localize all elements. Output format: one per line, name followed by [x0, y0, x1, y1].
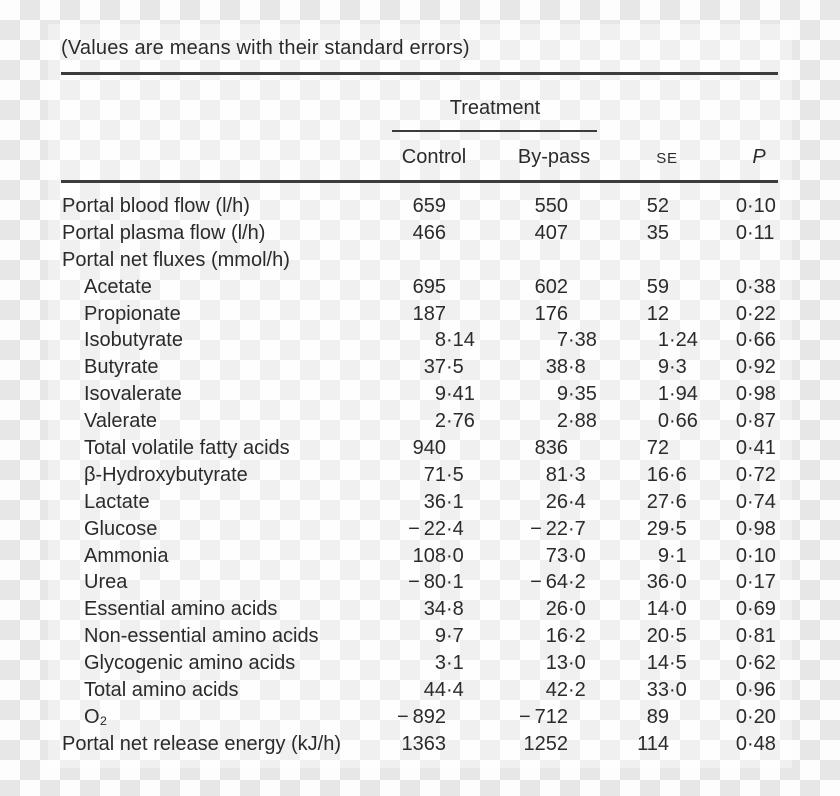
decimal-part: ·0 [446, 544, 464, 567]
value-cell [677, 327, 781, 354]
decimal-part: ·2 [568, 571, 586, 594]
decimal-part [446, 704, 480, 731]
decimal-part: ·1 [446, 652, 464, 675]
row-label: Isovalerate [84, 383, 182, 406]
decimal-part: ·81 [747, 625, 776, 648]
table-row [61, 516, 778, 543]
integer-part: 1 [657, 329, 669, 352]
value-cell [376, 354, 480, 381]
value-cell [677, 301, 781, 328]
integer-part: 16 [646, 463, 669, 486]
integer-part: − 712 [518, 705, 568, 728]
table-row [61, 381, 778, 408]
decimal-part: ·1 [669, 544, 687, 567]
table-row [61, 731, 778, 758]
integer-part: 36 [423, 490, 446, 513]
integer-part: − 80 [408, 571, 446, 594]
integer-part: 8 [434, 329, 446, 352]
table-row [61, 543, 778, 570]
decimal-part: ·7 [446, 625, 464, 648]
table-row [61, 301, 778, 328]
decimal-part: ·38 [568, 329, 597, 352]
integer-part: 0 [735, 625, 747, 648]
value-cell [376, 543, 480, 570]
integer-part: 9 [434, 625, 446, 648]
column-header-control: Control [401, 146, 467, 168]
treatment-group-underline [392, 130, 597, 132]
value-cell [376, 650, 480, 677]
integer-part: 0 [735, 356, 747, 379]
integer-part: 59 [646, 275, 669, 298]
integer-part: 72 [646, 437, 669, 460]
table-row [61, 435, 778, 462]
decimal-part: ·62 [747, 652, 776, 675]
integer-part: 114 [637, 732, 669, 755]
decimal-part [446, 274, 480, 301]
decimal-part: ·10 [747, 544, 776, 567]
integer-part: 466 [412, 221, 446, 244]
value-cell [677, 408, 781, 435]
decimal-part: ·0 [669, 598, 687, 621]
decimal-part [446, 435, 480, 462]
row-label: Total volatile fatty acids [84, 437, 290, 460]
value-cell [677, 516, 781, 543]
decimal-part: ·96 [747, 679, 776, 702]
decimal-part: ·0 [568, 544, 586, 567]
top-rule [61, 72, 778, 75]
decimal-part: ·98 [747, 517, 776, 540]
value-cell [498, 623, 602, 650]
value-cell [677, 489, 781, 516]
decimal-part: ·41 [747, 437, 776, 460]
row-label: Ammonia [84, 544, 169, 567]
table-row [61, 704, 778, 731]
value-cell [677, 381, 781, 408]
integer-part: 0 [657, 410, 669, 433]
decimal-part: ·5 [669, 517, 687, 540]
decimal-part [446, 731, 480, 758]
integer-part: 0 [735, 732, 747, 755]
value-cell [677, 543, 781, 570]
integer-part: 0 [735, 383, 747, 406]
integer-part: 0 [735, 275, 747, 298]
integer-part: 550 [534, 195, 568, 217]
decimal-part: ·20 [747, 705, 776, 728]
value-cell [498, 731, 602, 758]
integer-part: 0 [735, 679, 747, 702]
table-body [61, 193, 778, 758]
column-header-bypass: By-pass [517, 146, 591, 168]
decimal-part: ·22 [747, 302, 776, 325]
value-cell [498, 327, 602, 354]
decimal-part: ·7 [568, 517, 586, 540]
value-cell [376, 704, 480, 731]
integer-part: 0 [735, 705, 747, 728]
table-row [61, 596, 778, 623]
value-cell [376, 462, 480, 489]
integer-part: 0 [735, 463, 747, 486]
decimal-part: ·41 [446, 383, 475, 406]
value-cell [677, 354, 781, 381]
integer-part: 36 [646, 571, 669, 594]
integer-part: 0 [735, 329, 747, 352]
decimal-part: ·0 [669, 571, 687, 594]
value-cell [376, 489, 480, 516]
decimal-part: ·14 [446, 329, 475, 352]
decimal-part [446, 193, 480, 220]
value-cell [498, 301, 602, 328]
decimal-part: ·72 [747, 463, 776, 486]
value-cell [677, 596, 781, 623]
integer-part: 7 [556, 329, 568, 352]
value-cell [498, 462, 602, 489]
value-cell [376, 569, 480, 596]
decimal-part: ·4 [446, 517, 464, 540]
integer-part: 20 [646, 625, 669, 648]
integer-part: 0 [735, 517, 747, 540]
integer-part: 35 [646, 221, 669, 244]
decimal-part: ·2 [568, 625, 586, 648]
decimal-part: ·35 [568, 383, 597, 406]
integer-part: 0 [735, 410, 747, 433]
integer-part: 0 [735, 302, 747, 325]
value-cell [498, 220, 602, 247]
decimal-part [446, 220, 480, 247]
decimal-part: ·0 [568, 652, 586, 675]
decimal-part: ·24 [669, 329, 698, 352]
integer-part: − 892 [396, 705, 446, 728]
integer-part: 12 [646, 302, 669, 325]
value-cell [376, 596, 480, 623]
value-cell [376, 193, 480, 220]
integer-part: 0 [735, 598, 747, 621]
integer-part: 14 [646, 652, 669, 675]
value-cell [376, 301, 480, 328]
table-caption: (Values are means with their standard errors) [61, 37, 470, 59]
row-label: Acetate [84, 275, 152, 298]
decimal-part: ·1 [446, 571, 464, 594]
decimal-part [568, 193, 602, 220]
row-label: Portal net release energy (kJ/h) [62, 732, 342, 755]
integer-part: 602 [534, 275, 568, 298]
integer-part: 0 [735, 571, 747, 594]
column-header-p: P [752, 146, 766, 168]
table-row [61, 193, 778, 220]
decimal-part: ·6 [669, 490, 687, 513]
decimal-part [446, 301, 480, 328]
decimal-part: ·8 [568, 356, 586, 379]
row-label: Urea [84, 571, 128, 594]
integer-part: 659 [412, 195, 446, 217]
decimal-part: ·11 [747, 221, 775, 244]
integer-part: 9 [434, 383, 446, 406]
table-row [61, 650, 778, 677]
integer-part: 695 [412, 275, 446, 298]
decimal-part: ·88 [568, 410, 597, 433]
decimal-part: ·3 [669, 356, 687, 379]
row-label: Glucose [84, 517, 158, 540]
integer-part: 2 [434, 410, 446, 433]
row-label: Lactate [84, 490, 150, 513]
value-cell [376, 274, 480, 301]
decimal-part: ·98 [747, 383, 776, 406]
row-label: Valerate [84, 410, 158, 433]
decimal-part: ·10 [747, 195, 776, 217]
value-cell [677, 193, 781, 220]
decimal-part: ·5 [446, 356, 464, 379]
value-cell [498, 354, 602, 381]
row-label: Total amino acids [84, 679, 239, 702]
row-label: β-Hydroxybutyrate [84, 463, 248, 486]
integer-part: 73 [545, 544, 568, 567]
value-cell [498, 516, 602, 543]
table-row [61, 408, 778, 435]
decimal-part: ·2 [568, 679, 586, 702]
integer-part: − 22 [530, 517, 568, 540]
integer-part: 26 [545, 598, 568, 621]
table-row [61, 462, 778, 489]
integer-part: 9 [657, 356, 669, 379]
integer-part: 1 [657, 383, 669, 406]
integer-part: 29 [646, 517, 669, 540]
table-row [61, 569, 778, 596]
decimal-part [568, 704, 602, 731]
decimal-part: ·87 [747, 410, 776, 433]
value-cell [498, 408, 602, 435]
value-cell [498, 677, 602, 704]
decimal-part: ·5 [669, 652, 687, 675]
row-label: Isobutyrate [84, 329, 183, 352]
integer-part: 14 [646, 598, 669, 621]
integer-part: 16 [545, 625, 568, 648]
value-cell [677, 462, 781, 489]
decimal-part: ·8 [446, 598, 464, 621]
decimal-part [568, 220, 602, 247]
value-cell [677, 274, 781, 301]
integer-part: 34 [423, 598, 446, 621]
integer-part: 187 [412, 302, 446, 325]
integer-part: 1252 [523, 732, 568, 755]
table-row [61, 274, 778, 301]
row-label: Portal plasma flow (l/h) [62, 221, 266, 244]
integer-part: 9 [556, 383, 568, 406]
integer-part: 33 [646, 679, 669, 702]
integer-part: 9 [657, 544, 669, 567]
value-cell [498, 435, 602, 462]
integer-part: 108 [412, 544, 446, 567]
decimal-part: ·66 [747, 329, 776, 352]
value-cell [677, 650, 781, 677]
integer-part: 89 [646, 705, 669, 728]
integer-part: 13 [545, 652, 568, 675]
integer-part: 0 [735, 221, 747, 244]
value-cell [677, 704, 781, 731]
integer-part: 0 [735, 652, 747, 675]
table-row [61, 623, 778, 650]
row-label: Glycogenic amino acids [84, 652, 296, 675]
decimal-part: ·1 [446, 490, 464, 513]
table-row [61, 327, 778, 354]
integer-part: 0 [735, 490, 747, 513]
value-cell [498, 596, 602, 623]
integer-part: 407 [534, 221, 568, 244]
value-cell [498, 543, 602, 570]
value-cell [677, 677, 781, 704]
row-label: Portal blood flow (l/h) [62, 195, 250, 217]
value-cell [498, 650, 602, 677]
value-cell [376, 677, 480, 704]
section-header-row [61, 247, 778, 274]
value-cell [498, 489, 602, 516]
integer-part: 27 [646, 490, 669, 513]
decimal-part: ·5 [669, 625, 687, 648]
integer-part: 37 [423, 356, 446, 379]
decimal-part: ·38 [747, 275, 776, 298]
decimal-part [568, 301, 602, 328]
decimal-part: ·66 [669, 410, 698, 433]
integer-part: 0 [735, 195, 747, 217]
value-cell [677, 731, 781, 758]
value-cell [498, 274, 602, 301]
integer-part: 26 [545, 490, 568, 513]
decimal-part: ·3 [568, 463, 586, 486]
integer-part: 836 [534, 437, 568, 460]
decimal-part [568, 274, 602, 301]
decimal-part: ·48 [747, 732, 776, 755]
table-row [61, 489, 778, 516]
decimal-part: ·4 [568, 490, 586, 513]
integer-part: 0 [735, 437, 747, 460]
value-cell [498, 704, 602, 731]
decimal-part: ·6 [669, 463, 687, 486]
decimal-part [568, 435, 602, 462]
value-cell [376, 623, 480, 650]
integer-part: − 22 [408, 517, 446, 540]
table-row [61, 354, 778, 381]
table-row [61, 220, 778, 247]
integer-part: 0 [735, 544, 747, 567]
value-cell [677, 623, 781, 650]
row-label: Essential amino acids [84, 598, 278, 621]
decimal-part: ·4 [446, 679, 464, 702]
decimal-part: ·94 [669, 383, 698, 406]
row-label: Portal net fluxes (mmol/h) [62, 248, 290, 271]
value-cell [677, 435, 781, 462]
integer-part: 42 [545, 679, 568, 702]
decimal-part: ·69 [747, 598, 776, 621]
treatment-group-header: Treatment [449, 97, 541, 119]
row-label: Propionate [84, 302, 181, 325]
row-label: Non-essential amino acids [84, 625, 319, 648]
integer-part: 2 [556, 410, 568, 433]
header-rule [61, 180, 778, 183]
value-cell [677, 569, 781, 596]
value-cell [376, 435, 480, 462]
value-cell [376, 381, 480, 408]
decimal-part: ·5 [446, 463, 464, 486]
value-cell [376, 408, 480, 435]
decimal-part: ·0 [568, 598, 586, 621]
integer-part: 3 [434, 652, 446, 675]
integer-part: 52 [646, 195, 669, 217]
integer-part: 71 [423, 463, 446, 486]
value-cell [376, 327, 480, 354]
row-label: Butyrate [84, 356, 159, 379]
decimal-part: ·92 [747, 356, 776, 379]
value-cell [498, 193, 602, 220]
integer-part: 81 [545, 463, 568, 486]
value-cell [376, 731, 480, 758]
decimal-part: ·76 [446, 410, 475, 433]
integer-part: − 64 [530, 571, 568, 594]
integer-part: 38 [545, 356, 568, 379]
value-cell [376, 220, 480, 247]
row-label: O₂ [84, 705, 108, 728]
integer-part: 176 [534, 302, 568, 325]
decimal-part: ·0 [669, 679, 687, 702]
value-cell [498, 381, 602, 408]
decimal-part: ·74 [747, 490, 776, 513]
integer-part: 44 [423, 679, 446, 702]
integer-part: 940 [412, 437, 446, 460]
decimal-part: ·17 [747, 571, 776, 594]
integer-part: 1363 [401, 732, 446, 755]
value-cell [376, 516, 480, 543]
decimal-part [568, 731, 602, 758]
value-cell [677, 220, 781, 247]
column-header-se: SE [656, 150, 678, 167]
value-cell [498, 569, 602, 596]
table-row [61, 677, 778, 704]
